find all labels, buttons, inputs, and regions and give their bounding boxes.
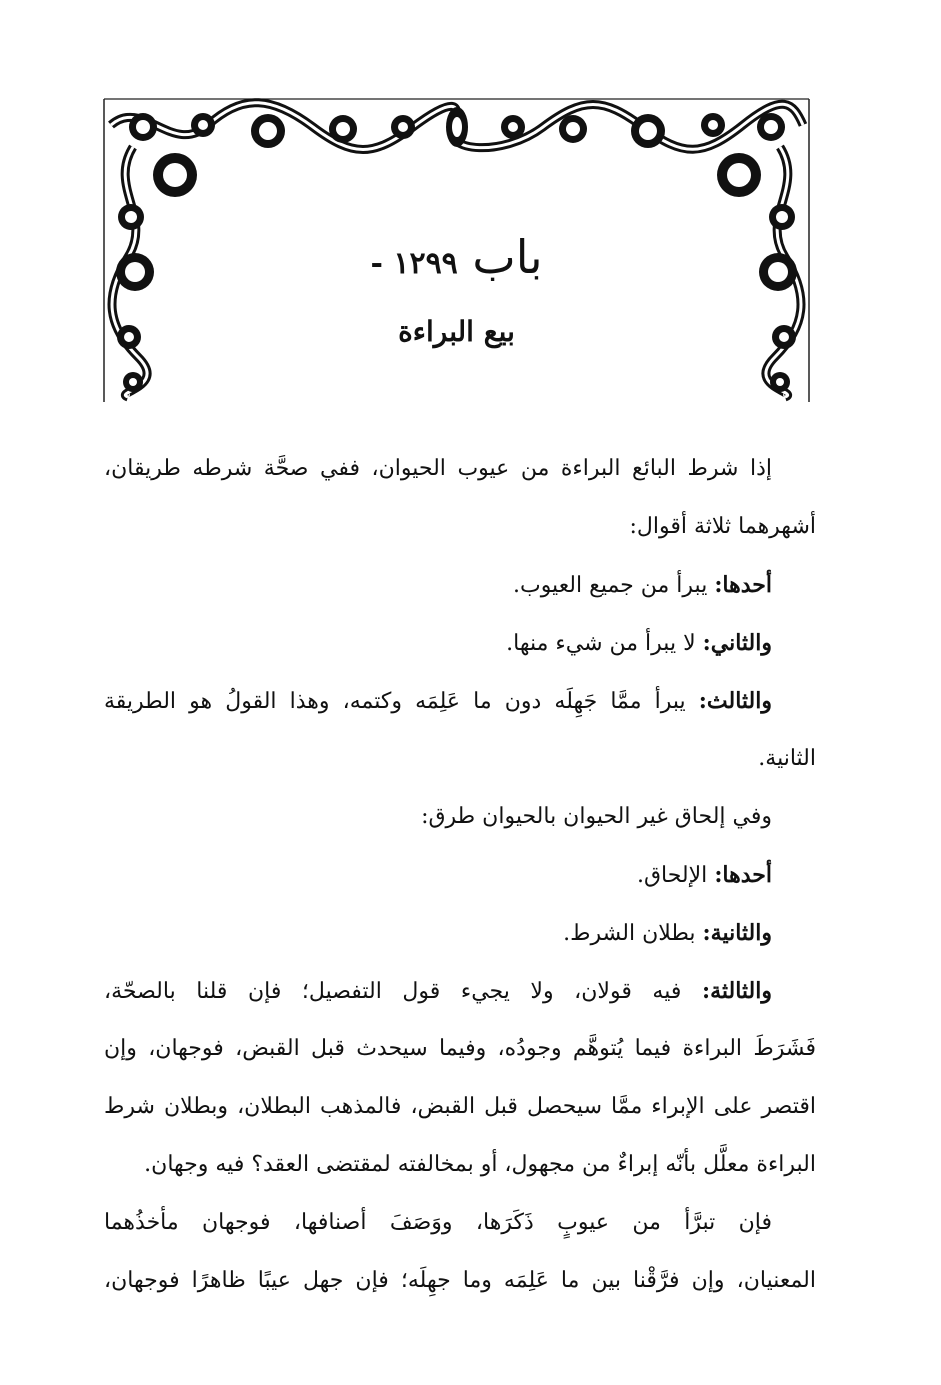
line-text: بطلان الشرط. (563, 921, 696, 946)
item-label: والثاني: (702, 630, 772, 656)
line-text: البراءة معلَّل بأنّه إبراءٌ من مجهول، أو بمخالفته لمقتضى العقد؟ فيه وجهان. (144, 1152, 816, 1177)
text-line (104, 498, 816, 556)
item-label: والثالثة: (701, 978, 772, 1004)
line-text: الإلحاق. (636, 863, 708, 888)
line-text: وفي إلحاق غير الحيوان بالحيوان طرق: (421, 804, 772, 829)
text-line (104, 556, 816, 614)
item-label: والثانية: (702, 920, 772, 946)
line-text: فيه قولان، ولا يجيء قول التفصيل؛ فإن قلنا بالصحّة، (104, 979, 682, 1004)
chapter-title: بيع البراءة (398, 315, 515, 348)
body-text (104, 440, 816, 1310)
chapter-number: ١٢٩٩ - (370, 246, 458, 281)
chapter-word: باب (472, 230, 543, 284)
text-line (104, 1252, 816, 1310)
item-label: والثالث: (698, 688, 772, 714)
text-line (104, 440, 816, 498)
text-line (104, 1078, 816, 1136)
item-label: أحدها: (714, 572, 772, 598)
text-line (104, 730, 816, 788)
text-line (104, 846, 816, 904)
text-line (104, 904, 816, 962)
line-text: اقتصر على الإبراء ممَّا سيحصل قبل القبض، فالمذهب البطلان، وبطلان شرط (104, 1094, 816, 1119)
line-text: أشهرهما ثلاثة أقوال: (629, 514, 816, 539)
text-line (104, 1136, 816, 1194)
line-text: إذا شرط البائع البراءة من عيوب الحيوان، ففي صحَّة شرطه طريقان، (104, 456, 772, 481)
chapter-heading (103, 222, 810, 299)
item-label: أحدها: (714, 862, 772, 888)
line-text: فَشَرَطَ البراءة فيما يُتوهَّم وجودُه، وفيما سيحدث قبل القبض، فوجهان، وإن (104, 1036, 816, 1061)
line-text: يبرأ من جميع العيوب. (512, 573, 708, 598)
line-text: يبرأ ممَّا جَهِلَه دون ما عَلِمَه وكتمه، وهذا القولُ هو الطريقة (104, 689, 686, 714)
line-text: لا يبرأ من شيء منها. (506, 631, 696, 656)
text-line (104, 1194, 816, 1252)
line-text: الثانية. (758, 746, 816, 771)
line-text: المعنيان، وإن فرَّقْنا بين ما عَلِمَه وما جهِلَه؛ فإن جهل عيبًا ظاهرًا فوجهان، (104, 1268, 816, 1293)
text-line (104, 788, 816, 846)
text-line (104, 672, 816, 730)
line-text: فإن تبرَّأ من عيوبٍ ذَكَرَها، ووَصَفَ أصنافها، فوجهان مأخذُهما (104, 1210, 772, 1235)
text-line (104, 614, 816, 672)
text-line (104, 1020, 816, 1078)
text-line (104, 962, 816, 1020)
